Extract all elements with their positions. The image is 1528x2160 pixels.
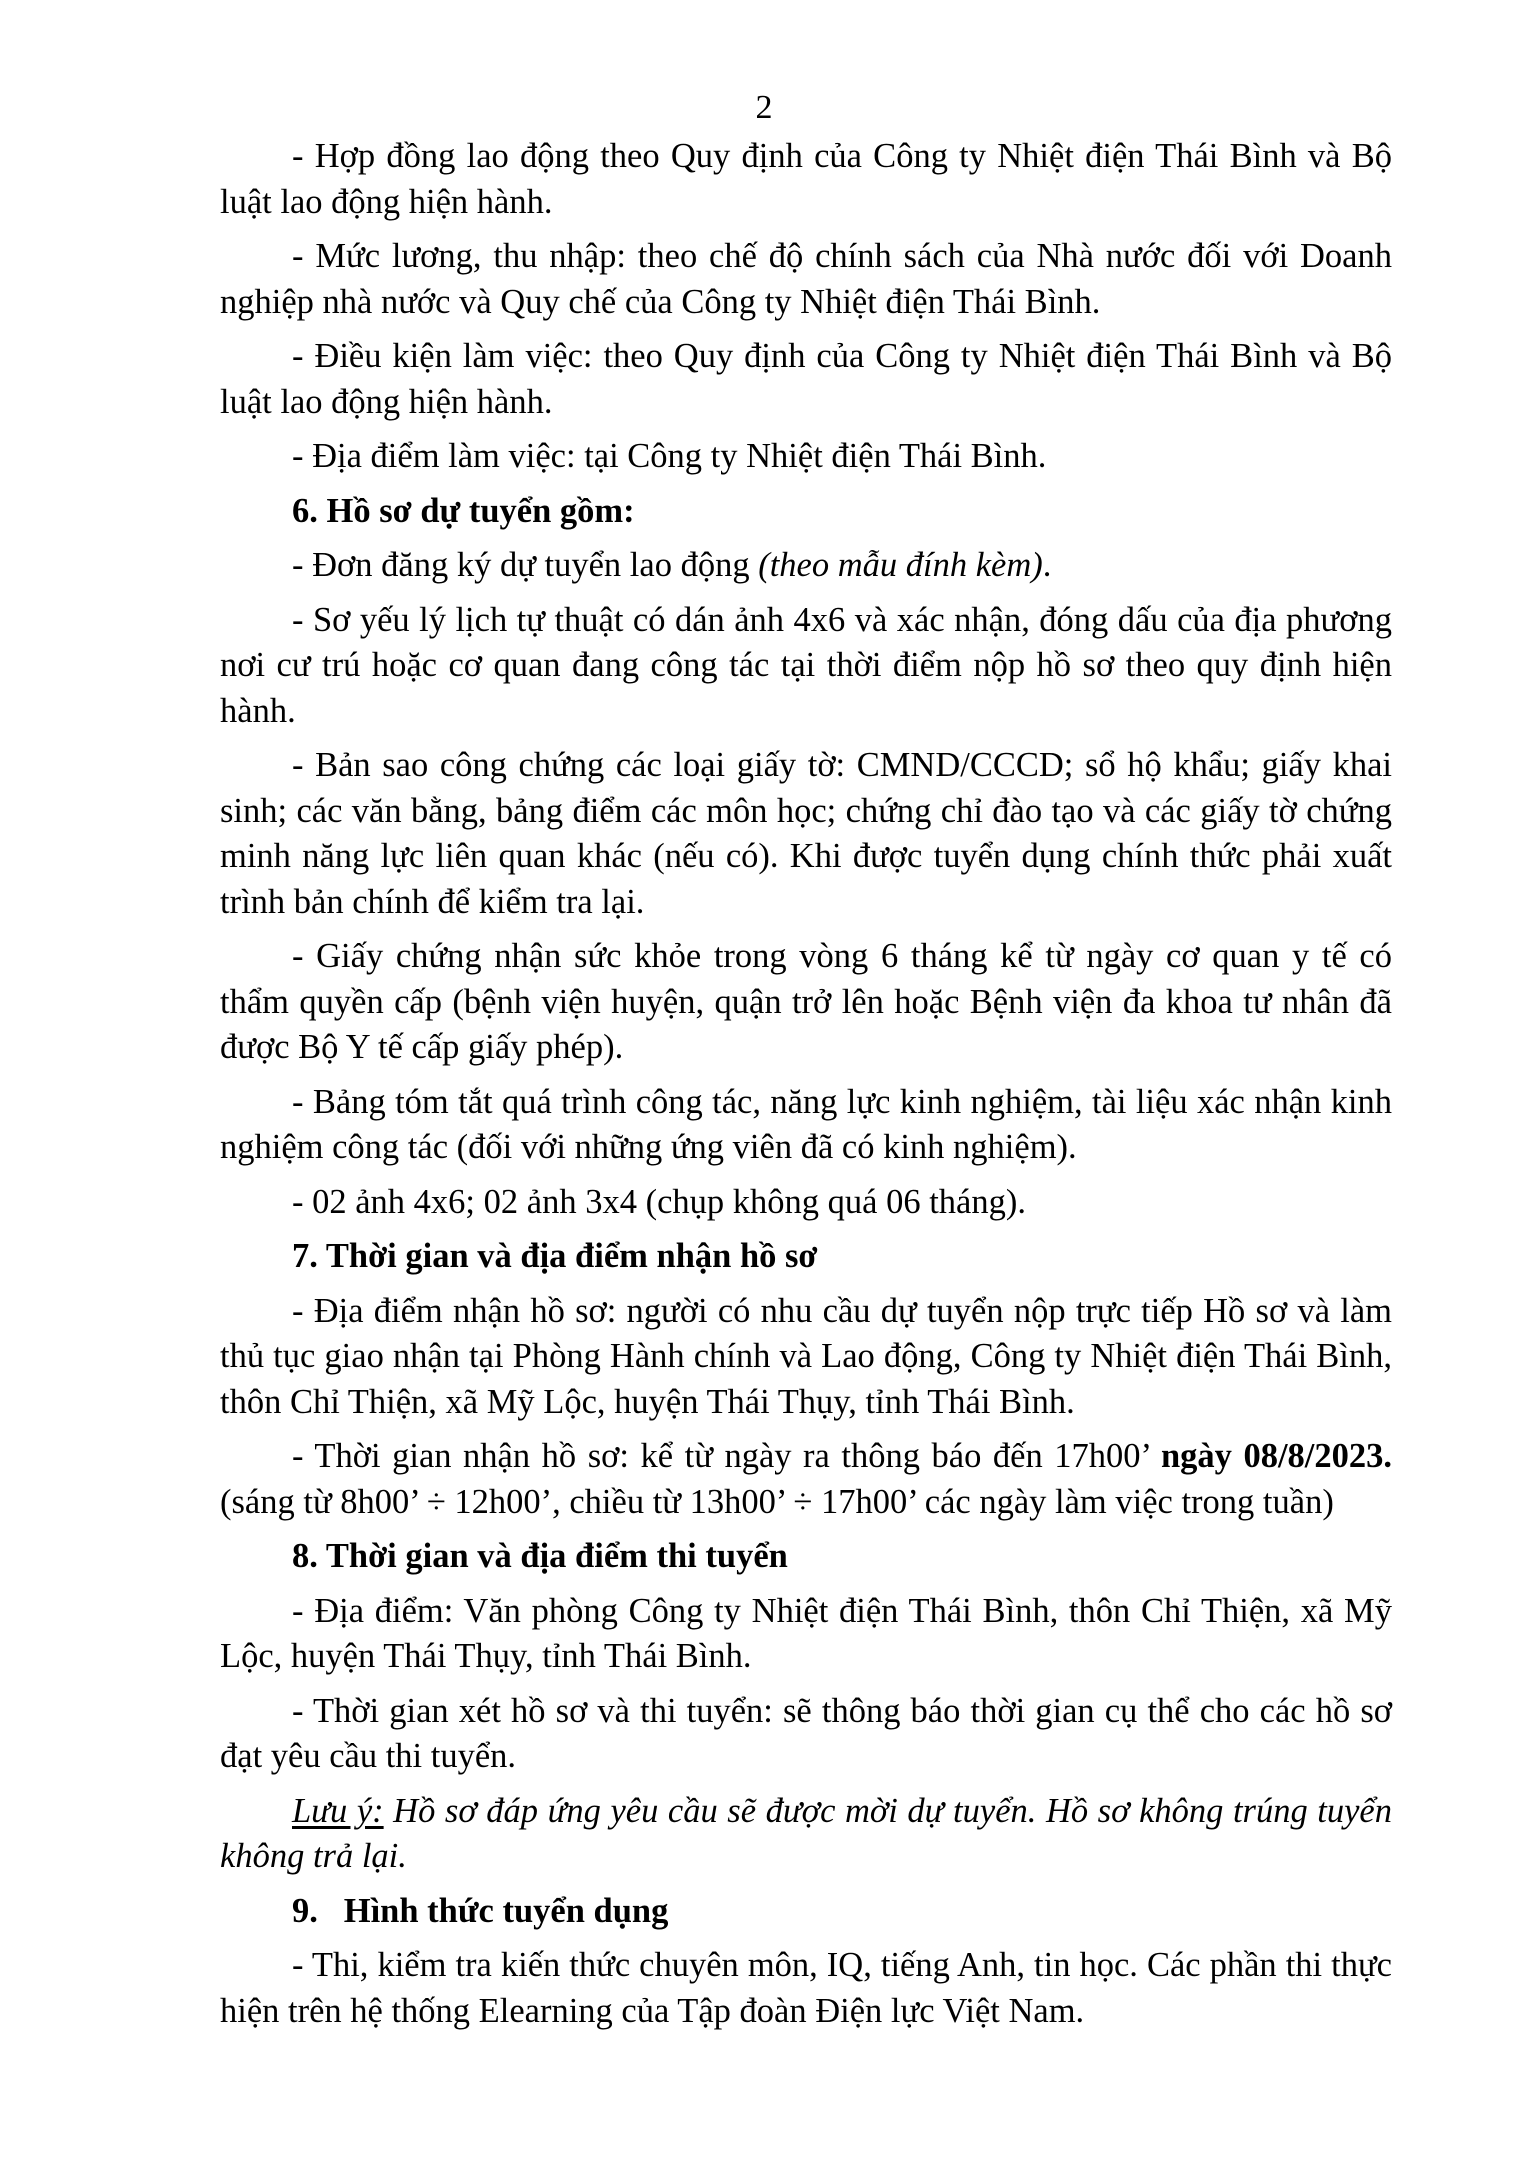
paragraph-notarized-copies: - Bản sao công chứng các loại giấy tờ: CMND/CCCD; sổ hộ khẩu; giấy khai sinh; các văn bằng, bảng điểm các môn học; chứng chỉ đào tạo và các giấy tờ chứng minh năng lực liên quan khác (nếu có). Khi được tuyển dụng chính thức phải xuất trình bản chính để kiểm tra lại. xyxy=(220,746,1392,921)
paragraph-health-certificate: - Giấy chứng nhận sức khỏe trong vòng 6 tháng kể từ ngày cơ quan y tế có thẩm quyền cấp (bệnh viện huyện, quận trở lên hoặc Bệnh viện đa khoa tư nhân đã được Bộ Y tế cấp giấy phép). xyxy=(220,937,1392,1066)
page-number: 2 xyxy=(755,89,773,126)
paragraph-work-summary: - Bảng tóm tắt quá trình công tác, năng lực kinh nghiệm, tài liệu xác nhận kinh nghiệm công tác (đối với những ứng viên đã có kinh nghiệm). xyxy=(220,1082,1392,1166)
section-heading-9: 9. Hình thức tuyển dụng xyxy=(292,1891,669,1930)
document-body xyxy=(220,134,1392,2043)
paragraph-salary: - Mức lương, thu nhập: theo chế độ chính sách của Nhà nước đối với Doanh nghiệp nhà nước và Quy chế của Công ty Nhiệt điện Thái Bình. xyxy=(220,237,1392,321)
note-text: Hồ sơ đáp ứng yêu cầu sẽ được mời dự tuyển. Hồ sơ không trúng tuyển không trả lại. xyxy=(220,1791,1392,1875)
application-form-text: - Đơn đăng ký dự tuyển lao động xyxy=(292,546,759,584)
paragraph-application-form xyxy=(220,543,1392,589)
paragraph-submission-location: - Địa điểm nhận hồ sơ: người có nhu cầu dự tuyển nộp trực tiếp Hồ sơ và làm thủ tục giao nhận tại Phòng Hành chính và Lao động, Công ty Nhiệt điện Thái Bình, thôn Chỉ Thiện, xã Mỹ Lộc, huyện Thái Thụy, tỉnh Thái Bình. xyxy=(220,1291,1392,1421)
paragraph-exam-location: - Địa điểm: Văn phòng Công ty Nhiệt điện Thái Bình, thôn Chỉ Thiện, xã Mỹ Lộc, huyện Thái Thụy, tỉnh Thái Bình. xyxy=(220,1591,1392,1675)
paragraph-curriculum-vitae: - Sơ yếu lý lịch tự thuật có dán ảnh 4x6 và xác nhận, đóng dấu của địa phương nơi cư trú hoặc cơ quan đang công tác tại thời điểm nộp hồ sơ theo quy định hiện hành. xyxy=(220,600,1392,730)
application-form-template-note: (theo mẫu đính kèm) xyxy=(758,546,1043,584)
submission-deadline-date: ngày 08/8/2023. xyxy=(1160,1437,1392,1475)
paragraph-recruitment-method: - Thi, kiểm tra kiến thức chuyên môn, IQ, tiếng Anh, tin học. Các phần thi thực hiện trên hệ thống Elearning của Tập đoàn Điện lực Việt Nam. xyxy=(220,1946,1392,2030)
paragraph-work-location: - Địa điểm làm việc: tại Công ty Nhiệt điện Thái Bình. xyxy=(292,437,1047,475)
paragraph-labor-contract: - Hợp đồng lao động theo Quy định của Công ty Nhiệt điện Thái Bình và Bộ luật lao động hiện hành. xyxy=(220,137,1392,221)
submission-time-text: - Thời gian nhận hồ sơ: kể từ ngày ra thông báo đến 17h00’ xyxy=(292,1437,1161,1475)
note-label: Lưu ý: xyxy=(292,1791,384,1830)
section-heading-7: 7. Thời gian và địa điểm nhận hồ sơ xyxy=(292,1237,818,1275)
paragraph-submission-time xyxy=(220,1434,1392,1525)
submission-hours: (sáng từ 8h00’ ÷ 12h00’, chiều từ 13h00’ ÷ 17h00’ các ngày làm việc trong tuần) xyxy=(220,1482,1334,1521)
paragraph-exam-time: - Thời gian xét hồ sơ và thi tuyển: sẽ thông báo thời gian cụ thể cho các hồ sơ đạt yêu cầu thi tuyển. xyxy=(220,1691,1392,1775)
paragraph-note xyxy=(220,1789,1392,1880)
paragraph-working-conditions: - Điều kiện làm việc: theo Quy định của Công ty Nhiệt điện Thái Bình và Bộ luật lao động hiện hành. xyxy=(220,337,1392,421)
application-form-period: . xyxy=(1042,546,1052,584)
section-heading-8: 8. Thời gian và địa điểm thi tuyển xyxy=(292,1537,788,1575)
paragraph-photos: - 02 ảnh 4x6; 02 ảnh 3x4 (chụp không quá 06 tháng). xyxy=(292,1182,1026,1221)
section-heading-6: 6. Hồ sơ dự tuyển gồm: xyxy=(292,491,635,530)
